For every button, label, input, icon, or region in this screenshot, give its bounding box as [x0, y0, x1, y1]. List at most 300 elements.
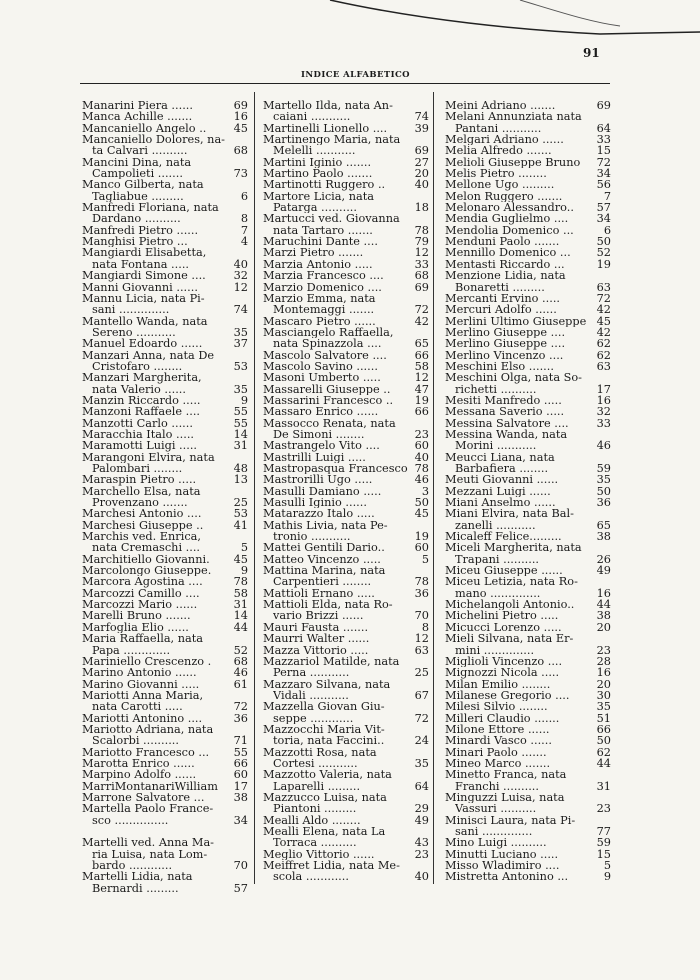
entry-name: Michelini Pietro .....	[445, 610, 559, 622]
entry-name: Meschini Elso .......	[445, 360, 554, 373]
entry-page-number: 64	[596, 121, 611, 135]
entry-page-number: 46	[596, 439, 611, 453]
entry-page-number: 74	[414, 110, 429, 124]
index-entry	[263, 429, 429, 440]
index-entry	[445, 610, 611, 621]
index-entry	[445, 350, 611, 361]
entry-name: Miani Elvira, nata Bal-	[445, 508, 574, 520]
index-entry	[445, 406, 611, 417]
index-entry	[445, 565, 611, 576]
entry-name: Messina Wanda, nata	[445, 428, 568, 441]
entry-page-number: 12	[233, 280, 248, 294]
index-entry	[82, 667, 248, 678]
entry-name: Mancini Dina, nata	[82, 156, 192, 169]
entry-name: Mesiti Manfredo .....	[445, 394, 562, 407]
index-entry	[263, 236, 429, 247]
entry-name: Cortesi ...........	[273, 757, 358, 770]
entry-name: Torraca ..........	[273, 837, 357, 849]
index-entry	[82, 293, 248, 304]
index-entry	[82, 542, 248, 553]
entry-page-number: 23	[596, 802, 611, 816]
index-entry	[445, 361, 611, 372]
entry-name: Carpentieri ........	[273, 576, 372, 588]
index-entry	[82, 690, 248, 701]
entry-name: Manni Giovanni ......	[82, 281, 198, 293]
entry-name: Marpino Adolfo ......	[82, 769, 197, 781]
index-entry	[82, 225, 248, 236]
index-entry	[82, 270, 248, 281]
entry-name: Melonaro Alessandro..	[445, 202, 574, 214]
entry-name: Michelangoli Antonio..	[445, 599, 575, 611]
entry-name: Minetto Franca, nata	[445, 769, 567, 781]
entry-name: Palombari ........	[92, 463, 183, 475]
index-entry	[263, 871, 429, 882]
entry-name: Dardano ..........	[92, 213, 181, 225]
column-divider	[254, 92, 255, 884]
entry-name: sani ..............	[92, 304, 170, 316]
entry-page-number: 47	[414, 382, 429, 396]
index-entry	[82, 701, 248, 712]
entry-page-number: 72	[414, 711, 429, 725]
index-entry	[82, 633, 248, 644]
index-entry	[263, 225, 429, 236]
entry-name: Mauri Fausta .......	[263, 621, 369, 634]
index-entry	[82, 395, 248, 406]
entry-page-number: 6	[240, 189, 248, 203]
entry-page-number: 45	[596, 314, 611, 328]
entry-name: Milesi Silvio ........	[445, 701, 548, 713]
index-entry	[82, 247, 248, 258]
entry-page-number: 12	[414, 246, 429, 260]
index-entry	[263, 157, 429, 168]
index-entry	[263, 316, 429, 327]
entry-page-number: 40	[414, 870, 429, 884]
entry-page-number: 31	[233, 598, 248, 612]
index-entry	[263, 123, 429, 134]
index-entry	[263, 656, 429, 667]
entry-page-number: 19	[414, 393, 429, 407]
entry-name: Marcolongo Giuseppe.	[82, 565, 212, 577]
entry-page-number: 65	[414, 337, 429, 351]
entry-page-number: 60	[233, 768, 248, 782]
index-entry	[82, 123, 248, 134]
entry-page-number: 58	[414, 359, 429, 373]
index-entry	[82, 157, 248, 168]
entry-name: Messana Saverio .....	[445, 406, 565, 418]
entry-page-number: 30	[596, 688, 611, 702]
index-entry	[445, 100, 611, 111]
entry-page-number: 9	[603, 870, 611, 884]
index-entry	[82, 463, 248, 474]
entry-page-number: 35	[596, 700, 611, 714]
index-entry	[82, 350, 248, 361]
entry-page-number: 42	[414, 314, 429, 328]
index-entry	[445, 270, 611, 281]
index-entry	[82, 679, 248, 690]
entry-name: Micucci Lorenzo .....	[445, 621, 562, 634]
index-entry	[445, 384, 611, 395]
entry-page-number: 63	[596, 280, 611, 294]
entry-page-number: 66	[596, 722, 611, 736]
entry-name: De Simoni ........	[273, 428, 365, 441]
entry-name: Mercuri Adolfo ......	[445, 304, 557, 316]
entry-page-number: 32	[233, 269, 248, 283]
index-entry	[445, 713, 611, 724]
index-entry	[445, 304, 611, 315]
entry-name: Mealli Elena, nata La	[263, 826, 386, 838]
index-entry	[263, 384, 429, 395]
index-entry	[445, 860, 611, 871]
entry-page-number: 69	[596, 99, 611, 112]
entry-name: Marzio Domenico ....	[263, 281, 382, 293]
entry-page-number: 72	[596, 155, 611, 169]
entry-page-number: 31	[596, 779, 611, 793]
index-entry	[445, 338, 611, 349]
entry-name: Minguzzi Luisa, nata	[445, 791, 565, 804]
entry-name: Mantello Wanda, nata	[82, 315, 208, 327]
entry-name: Milanese Gregorio ....	[445, 689, 570, 702]
index-entry	[82, 883, 248, 894]
entry-name: nata Fontana .....	[92, 258, 190, 271]
entry-name: MarriMontanariWilliam	[82, 780, 218, 792]
entry-name: Marino Giovanni .....	[82, 678, 200, 690]
entry-page-number: 17	[596, 382, 611, 396]
entry-name: Mealli Aldo ........	[263, 814, 361, 826]
entry-page-number: 68	[233, 654, 248, 668]
entry-page-number: 36	[414, 586, 429, 600]
entry-page-number: 57	[596, 201, 611, 215]
index-entry	[445, 792, 611, 803]
index-entry	[263, 463, 429, 474]
entry-page-number: 66	[414, 405, 429, 419]
entry-name: Mastrilli Luigi .....	[263, 451, 366, 463]
index-entry	[445, 145, 611, 156]
index-entry	[82, 145, 248, 156]
entry-name: Merlini Ultimo Giuseppe	[445, 315, 587, 327]
entry-page-number	[591, 372, 611, 383]
index-entry	[263, 588, 429, 599]
entry-name: Marzia Antonio .....	[263, 258, 373, 271]
index-entry	[82, 508, 248, 519]
entry-name	[82, 826, 228, 837]
entry-page-number: 40	[414, 450, 429, 464]
index-entry	[263, 679, 429, 690]
index-entry	[445, 327, 611, 338]
entry-name: Mastrorilli Ugo .....	[263, 474, 373, 486]
entry-name: Meschini Olga, nata So-	[445, 372, 583, 384]
entry-page-number: 35	[596, 473, 611, 487]
index-entry	[445, 497, 611, 508]
entry-name: Menduni Paolo .......	[445, 236, 560, 248]
entry-name: Martino Paolo .......	[263, 168, 373, 180]
index-entry	[445, 259, 611, 270]
index-entry	[263, 259, 429, 270]
entry-page-number: 68	[414, 269, 429, 283]
entry-page-number: 78	[414, 575, 429, 589]
entry-name: Mascolo Salvatore ....	[263, 349, 387, 361]
index-entry	[82, 497, 248, 508]
entry-page-number: 7	[240, 223, 248, 237]
index-entry	[82, 565, 248, 576]
entry-name: Mattei Gentili Dario..	[263, 542, 385, 554]
entry-name: Marcora Agostina ....	[82, 576, 203, 588]
index-entry	[445, 236, 611, 247]
index-entry	[263, 486, 429, 497]
entry-name: Manarini Piera ......	[82, 100, 193, 112]
index-entry	[82, 531, 248, 542]
index-entry	[263, 304, 429, 315]
entry-page-number: 67	[414, 688, 429, 702]
index-entry	[445, 758, 611, 769]
index-entry	[263, 542, 429, 553]
entry-page-number: 9	[240, 393, 248, 407]
entry-page-number: 59	[596, 836, 611, 850]
page-header: INDICE ALFABETICO	[301, 70, 410, 80]
index-entry	[445, 429, 611, 440]
index-entry	[263, 452, 429, 463]
entry-name: Trapani ..........	[455, 553, 540, 566]
entry-name: Masulli Iginio ......	[263, 497, 367, 509]
entry-name: Meglio Vittorio ......	[263, 848, 375, 861]
index-entry	[445, 826, 611, 837]
entry-page-number: 19	[596, 257, 611, 271]
index-entry	[82, 406, 248, 417]
entry-page-number: 78	[414, 223, 429, 237]
entry-name: Marino Antonio ......	[82, 667, 197, 679]
entry-page-number: 16	[596, 393, 611, 407]
entry-page-number: 60	[414, 439, 429, 453]
index-entry	[445, 225, 611, 236]
entry-page-number: 33	[596, 416, 611, 430]
entry-name: Mangiardi Elisabetta,	[82, 247, 207, 259]
entry-page-number: 4	[240, 235, 248, 249]
entry-page-number: 19	[414, 530, 429, 544]
entry-name: Mendolia Domenico ...	[445, 224, 574, 237]
index-entry	[263, 520, 429, 531]
entry-page-number: 72	[233, 700, 248, 714]
entry-name: Masulli Damiano .....	[263, 485, 382, 498]
entry-page-number: 71	[233, 734, 248, 748]
entry-name: Pantani ...........	[455, 122, 542, 135]
index-entry	[263, 576, 429, 587]
index-entry	[263, 213, 429, 224]
entry-name: Mancaniello Dolores, na-	[82, 134, 225, 146]
entry-page-number	[591, 111, 611, 122]
index-entry	[82, 361, 248, 372]
entry-name: Micaleff Felice.........	[445, 531, 562, 543]
entry-page-number: 5	[240, 541, 248, 555]
entry-name: Mangiardi Simone ....	[82, 270, 206, 282]
entry-page-number: 46	[233, 666, 248, 680]
index-entry	[263, 327, 429, 338]
entry-page-number: 70	[233, 859, 248, 873]
entry-name: Melgari Adriano ......	[445, 134, 564, 146]
entry-name: Minari Paolo .......	[445, 746, 547, 758]
entry-page-number: 59	[596, 462, 611, 475]
entry-page-number: 36	[233, 711, 248, 725]
entry-name: Meuti Giovanni ......	[445, 474, 559, 486]
index-entry	[445, 213, 611, 224]
index-entry	[445, 179, 611, 190]
index-entry	[445, 418, 611, 429]
entry-name: mano ..............	[455, 587, 541, 600]
entry-page-number: 23	[414, 427, 429, 441]
index-entry	[263, 826, 429, 837]
index-entry	[445, 520, 611, 531]
entry-page-number: 44	[233, 620, 248, 634]
index-entry	[263, 713, 429, 724]
index-entry	[82, 327, 248, 338]
entry-page-number: 26	[596, 552, 611, 566]
index-entry	[263, 361, 429, 372]
entry-page-number: 79	[414, 235, 429, 249]
entry-name: toria, nata Faccini..	[273, 735, 385, 747]
index-entry	[263, 531, 429, 542]
entry-page-number: 5	[421, 552, 429, 566]
header-rule	[80, 83, 610, 84]
entry-name: Miglioli Vincenzo ....	[445, 655, 563, 668]
entry-name: Marchis ved. Enrica,	[82, 531, 201, 543]
entry-page-number: 45	[414, 507, 429, 521]
index-column-1	[82, 100, 248, 894]
entry-name: Mazzotti Rosa, nata	[263, 746, 377, 758]
entry-page-number: 20	[596, 677, 611, 691]
entry-name: Patarga ..........	[273, 202, 357, 214]
index-entry	[82, 282, 248, 293]
entry-page-number: 64	[414, 779, 429, 793]
index-entry	[82, 599, 248, 610]
entry-name: Marzia Francesco ....	[263, 270, 384, 282]
index-entry	[445, 542, 611, 553]
entry-name: Minutti Luciano .....	[445, 848, 559, 861]
index-entry	[82, 735, 248, 746]
entry-page-number: 8	[421, 620, 429, 634]
index-entry	[445, 372, 611, 383]
entry-name: Manca Achille .......	[82, 111, 193, 123]
index-entry	[445, 679, 611, 690]
entry-name: Bernardi .........	[92, 882, 179, 895]
entry-name: Maurri Walter ......	[263, 633, 370, 645]
entry-page-number: 42	[596, 325, 611, 339]
index-entry	[82, 588, 248, 599]
entry-name: Mazzucco Luisa, nata	[263, 791, 387, 804]
entry-page-number: 55	[233, 405, 248, 419]
index-entry	[445, 837, 611, 848]
entry-page-number: 66	[233, 756, 248, 770]
entry-name: Maramotti Luigi .....	[82, 440, 198, 452]
entry-name: Minardi Vasco ......	[445, 735, 552, 747]
entry-page-number: 69	[233, 99, 248, 112]
entry-name: Marzi Pietro .......	[263, 247, 364, 259]
entry-page-number	[409, 769, 429, 780]
index-entry	[445, 667, 611, 678]
entry-name: Piantoni .........	[273, 803, 357, 815]
entry-page-number: 57	[233, 881, 248, 895]
entry-page-number: 42	[596, 303, 611, 317]
entry-name: Marchesi Giuseppe ..	[82, 519, 204, 532]
index-entry	[445, 202, 611, 213]
entry-page-number: 25	[233, 496, 248, 510]
index-entry	[263, 406, 429, 417]
entry-page-number: 34	[596, 167, 611, 181]
entry-name: Mazzaro Silvana, nata	[263, 678, 391, 690]
entry-page-number: 52	[596, 246, 611, 260]
index-entry	[445, 463, 611, 474]
entry-page-number: 65	[596, 518, 611, 532]
index-entry	[445, 849, 611, 860]
entry-name: Mennillo Domenico ...	[445, 247, 571, 259]
entry-name: Meini Adriano .......	[445, 100, 556, 112]
entry-name: Merlino Vincenzo ....	[445, 349, 564, 361]
entry-name: seppe ............	[273, 712, 354, 724]
entry-page-number: 16	[596, 586, 611, 600]
index-entry	[445, 111, 611, 122]
index-entry	[445, 815, 611, 826]
entry-name: Mineo Marco .......	[445, 757, 551, 770]
index-entry	[263, 508, 429, 519]
entry-name: Barbafiera ........	[455, 463, 549, 475]
entry-page-number: 38	[596, 530, 611, 544]
entry-page-number: 51	[596, 711, 611, 725]
entry-name: Merlino Giuseppe ....	[445, 338, 566, 350]
index-entry	[82, 860, 248, 871]
index-entry	[263, 338, 429, 349]
entry-page-number: 74	[233, 303, 248, 317]
entry-page-number: 25	[414, 666, 429, 680]
index-entry	[263, 724, 429, 735]
entry-page-number: 3	[421, 484, 429, 498]
entry-name: Masoni Umberto .....	[263, 372, 381, 384]
entry-name: Manzari Anna, nata De	[82, 349, 215, 361]
entry-name: Mastrangelo Vito ....	[263, 440, 380, 452]
entry-name: Martini Iginio .......	[263, 156, 372, 169]
entry-name: Perna ...........	[273, 667, 350, 679]
index-entry	[263, 270, 429, 281]
entry-page-number: 36	[596, 496, 611, 510]
entry-page-number: 8	[240, 212, 248, 226]
index-entry	[82, 440, 248, 451]
index-entry	[263, 350, 429, 361]
entry-page-number: 50	[414, 496, 429, 510]
index-entry	[445, 633, 611, 644]
entry-name: Campolieti .......	[92, 168, 183, 180]
entry-page-number: 55	[233, 416, 248, 430]
entry-page-number: 58	[233, 586, 248, 600]
index-entry	[263, 168, 429, 179]
index-entry	[82, 304, 248, 315]
entry-page-number: 27	[414, 155, 429, 169]
entry-name: Mastropasqua Francesco	[263, 463, 408, 475]
index-entry	[82, 474, 248, 485]
index-entry	[263, 781, 429, 792]
index-entry	[263, 111, 429, 122]
index-entry	[82, 758, 248, 769]
index-entry	[82, 837, 248, 848]
entry-name: tronio ...........	[273, 531, 351, 543]
entry-name: Maracchia Italo .....	[82, 428, 195, 441]
entry-page-number: 16	[596, 666, 611, 680]
entry-name: Scalorbi ..........	[92, 735, 179, 747]
entry-name: Mieli Silvana, nata Er-	[445, 633, 574, 645]
entry-name: Meucci Liana, nata	[445, 451, 555, 463]
entry-name: Miceu Giuseppe ......	[445, 565, 563, 577]
entry-page-number: 44	[596, 598, 611, 612]
entry-name: Marotta Enrico ......	[82, 757, 195, 770]
entry-page-number: 68	[233, 144, 248, 158]
entry-page-number: 52	[233, 643, 248, 657]
entry-name: Morini ...........	[455, 440, 537, 452]
entry-page-number: 43	[414, 836, 429, 850]
